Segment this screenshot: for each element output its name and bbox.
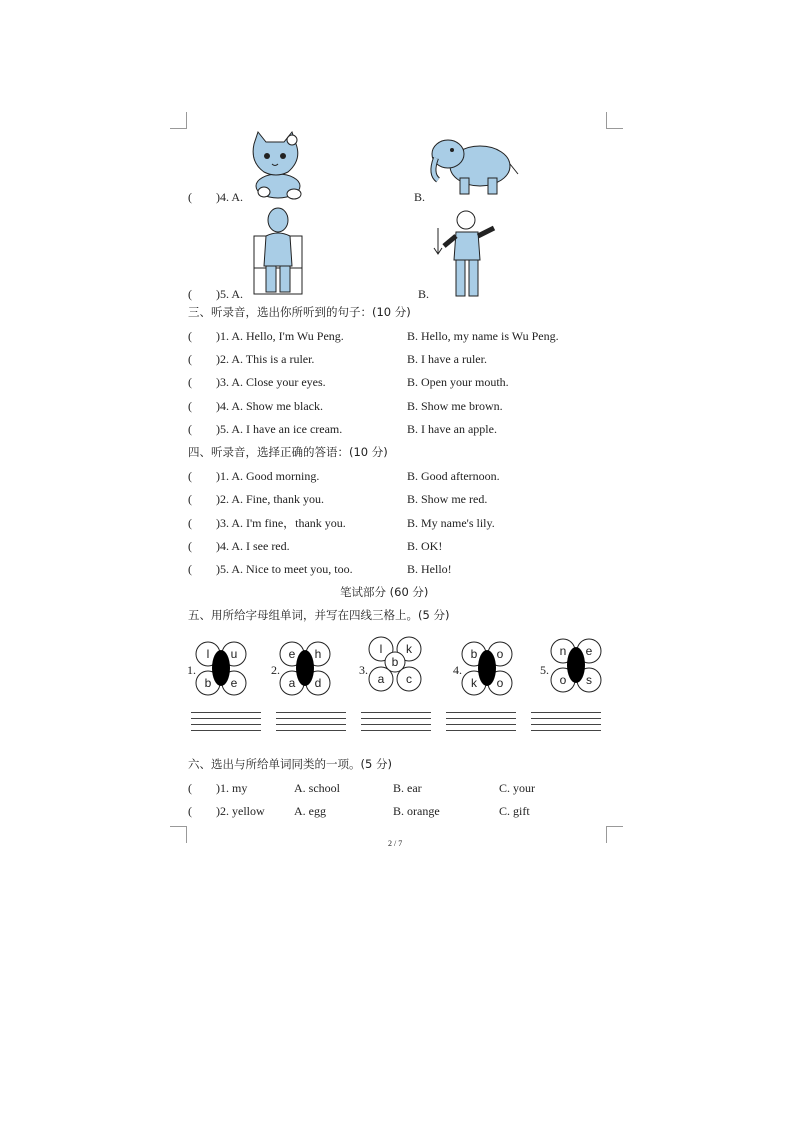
crop-mark-bottom-right — [606, 826, 623, 843]
section-4-option-b-5: B. Hello! — [407, 562, 452, 576]
flower-5-letter-4: s — [586, 673, 592, 687]
question-4-option-b-label: B. — [414, 190, 426, 204]
section-3-question-1: ( )1. A. Hello, I'm Wu Peng. — [188, 329, 344, 343]
flower-3 — [366, 632, 426, 696]
flower-4-letter-4: o — [496, 676, 504, 690]
cat-image — [244, 130, 308, 202]
section-6-question-1: ( )1. my — [188, 781, 248, 795]
page-number: 2 / 7 — [388, 839, 403, 848]
written-part-heading: 笔试部分 (60 分) — [340, 585, 429, 599]
section-6-option-b-2: B. orange — [393, 804, 440, 818]
section-3-question-4: ( )4. A. Show me black. — [188, 399, 323, 413]
section-6-option-b-1: B. ear — [393, 781, 422, 795]
flower-4-letter-3: k — [471, 676, 477, 690]
section-4-option-b-2: B. Show me red. — [407, 492, 488, 506]
flower-5-number: 5. — [540, 663, 549, 677]
section-3-option-b-4: B. Show me brown. — [407, 399, 503, 413]
section-3-option-b-3: B. Open your mouth. — [407, 375, 509, 389]
flower-4-letter-1: b — [470, 647, 478, 661]
section-4-question-5: ( )5. A. Nice to meet you, too. — [188, 562, 353, 576]
flower-3-letter-2: k — [406, 642, 412, 656]
section-5-title: 五、用所给字母组单词，并写在四线三格上。(5 分) — [188, 608, 450, 622]
question-4-label: ( )4. A. — [188, 190, 243, 204]
section-3-title: 三、听录音，选出你所听到的句子：(10 分) — [188, 305, 411, 319]
flower-4-number: 4. — [453, 663, 462, 677]
flower-2-letter-1: e — [288, 647, 296, 661]
section-4-option-b-1: B. Good afternoon. — [407, 469, 500, 483]
section-6-option-c-2: C. gift — [499, 804, 530, 818]
section-3-option-b-2: B. I have a ruler. — [407, 352, 487, 366]
girl-sitting-image — [246, 206, 310, 298]
section-6-question-2: ( )2. yellow — [188, 804, 265, 818]
section-4-question-3: ( )3. A. I'm fine，thank you. — [188, 516, 346, 530]
crop-mark-bottom-left — [170, 826, 187, 843]
section-6-option-a-1: A. school — [294, 781, 340, 795]
section-6-option-a-2: A. egg — [294, 804, 326, 818]
writing-lines-2[interactable] — [276, 712, 346, 736]
flower-3-letter-1: l — [379, 642, 383, 656]
flower-2-number: 2. — [271, 663, 280, 677]
section-3-question-3: ( )3. A. Close your eyes. — [188, 375, 326, 389]
crop-mark-top-left — [170, 112, 187, 129]
question-5-option-b-label: B. — [418, 287, 430, 301]
flower-1-letter-2: u — [230, 647, 238, 661]
section-6-option-c-1: C. your — [499, 781, 535, 795]
flower-1-letter-1: l — [206, 647, 210, 661]
section-3-question-2: ( )2. A. This is a ruler. — [188, 352, 315, 366]
section-4-title: 四、听录音，选择正确的答语：(10 分) — [188, 445, 388, 459]
section-3-option-b-5: B. I have an apple. — [407, 422, 497, 436]
flower-2-letter-3: a — [288, 676, 296, 690]
section-4-question-2: ( )2. A. Fine, thank you. — [188, 492, 324, 506]
flower-5-letter-1: n — [559, 644, 567, 658]
flower-2-letter-4: d — [314, 676, 322, 690]
section-4-question-1: ( )1. A. Good morning. — [188, 469, 320, 483]
flower-2 — [277, 636, 337, 700]
flower-3-letter-3: b — [391, 655, 399, 669]
writing-lines-5[interactable] — [531, 712, 601, 736]
flower-3-letter-4: a — [377, 672, 385, 686]
crop-mark-top-right — [606, 112, 623, 129]
question-5-label: ( )5. A. — [188, 287, 243, 301]
flower-4 — [459, 636, 519, 700]
flower-1-letter-4: e — [230, 676, 238, 690]
flower-4-letter-2: o — [496, 647, 504, 661]
flower-1 — [193, 636, 253, 700]
elephant-image — [426, 134, 520, 198]
writing-lines-1[interactable] — [191, 712, 261, 736]
section-4-question-4: ( )4. A. I see red. — [188, 539, 290, 553]
flower-5 — [548, 633, 608, 697]
flower-1-letter-3: b — [204, 676, 212, 690]
flower-5-letter-2: e — [585, 644, 593, 658]
writing-lines-4[interactable] — [446, 712, 516, 736]
section-3-question-5: ( )5. A. I have an ice cream. — [188, 422, 343, 436]
section-4-option-b-4: B. OK! — [407, 539, 443, 553]
flower-3-letter-5: c — [406, 672, 412, 686]
flower-3-number: 3. — [359, 663, 368, 677]
section-6-title: 六、选出与所给单词同类的一项。(5 分) — [188, 757, 392, 771]
flower-5-letter-3: o — [559, 673, 567, 687]
section-4-option-b-3: B. My name's lily. — [407, 516, 495, 530]
flower-1-number: 1. — [187, 663, 196, 677]
writing-lines-3[interactable] — [361, 712, 431, 736]
flower-2-letter-2: h — [314, 647, 322, 661]
section-3-option-b-1: B. Hello, my name is Wu Peng. — [407, 329, 559, 343]
boy-pointing-image — [432, 208, 502, 298]
